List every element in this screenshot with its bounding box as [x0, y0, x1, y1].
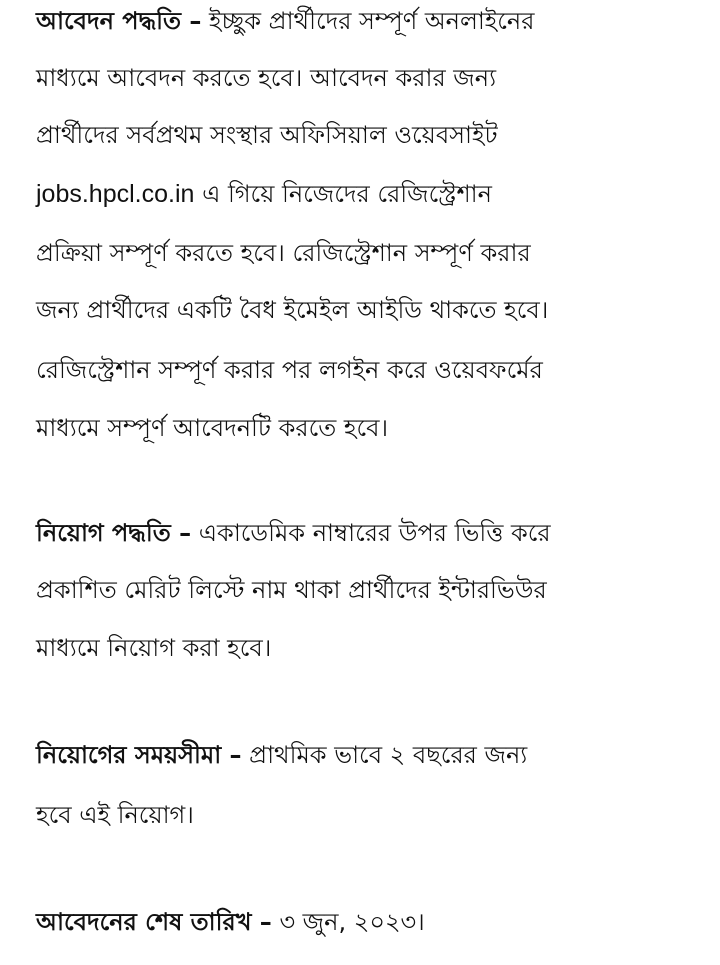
application-method-label: আবেদন পদ্ধতি –: [36, 7, 202, 35]
application-method-line-7: রেজিস্ট্রেশান সম্পূর্ণ করার পর লগইন করে ওয়েবফর্মের: [36, 356, 543, 384]
application-method-line-2: মাধ্যমে আবেদন করতে হবে। আবেদন করার জন্য: [36, 64, 497, 92]
recruitment-method-text: একাডেমিক নাম্বারের উপর ভিত্তি করে: [191, 519, 551, 547]
recruitment-method-line-1: [36, 516, 551, 550]
last-date-line: [36, 905, 425, 939]
recruitment-method-line-2: প্রকাশিত মেরিট লিস্টে নাম থাকা প্রার্থীদের ইন্টারভিউর: [36, 576, 547, 604]
website-url: jobs.hpcl.co.in: [36, 180, 195, 208]
recruitment-method-label: নিয়োগ পদ্ধতি –: [36, 519, 192, 547]
recruitment-duration-text: প্রাথমিক ভাবে ২ বছরের জন্য: [241, 741, 528, 769]
recruitment-method-line-3: মাধ্যমে নিয়োগ করা হবে।: [36, 634, 272, 662]
recruitment-duration-line-1: [36, 738, 527, 772]
application-method-line-3: প্রার্থীদের সর্বপ্রথম সংস্থার অফিসিয়াল ওয়েবসাইট: [36, 121, 498, 149]
application-method-line-4: [36, 177, 492, 211]
last-date-label: আবেদনের শেষ তারিখ –: [36, 908, 272, 936]
application-method-line-1: [36, 4, 534, 38]
application-method-line-6: জন্য প্রার্থীদের একটি বৈধ ইমেইল আইডি থাকতে হবে।: [36, 296, 549, 324]
application-method-line-8: মাধ্যমে সম্পূর্ণ আবেদনটি করতে হবে।: [36, 414, 389, 442]
recruitment-duration-line-2: হবে এই নিয়োগ।: [36, 801, 194, 829]
url-suffix-text: এ গিয়ে নিজেদের রেজিস্ট্রেশান: [194, 180, 492, 208]
recruitment-duration-label: নিয়োগের সময়সীমা –: [36, 741, 242, 769]
application-method-line-5: প্রক্রিয়া সম্পূর্ণ করতে হবে। রেজিস্ট্রেশান সম্পূর্ণ করার: [36, 239, 531, 267]
application-method-text: ইচ্ছুক প্রার্থীদের সম্পূর্ণ অনলাইনের: [201, 7, 535, 35]
last-date-value: ৩ জুন, ২০২৩।: [271, 908, 425, 936]
